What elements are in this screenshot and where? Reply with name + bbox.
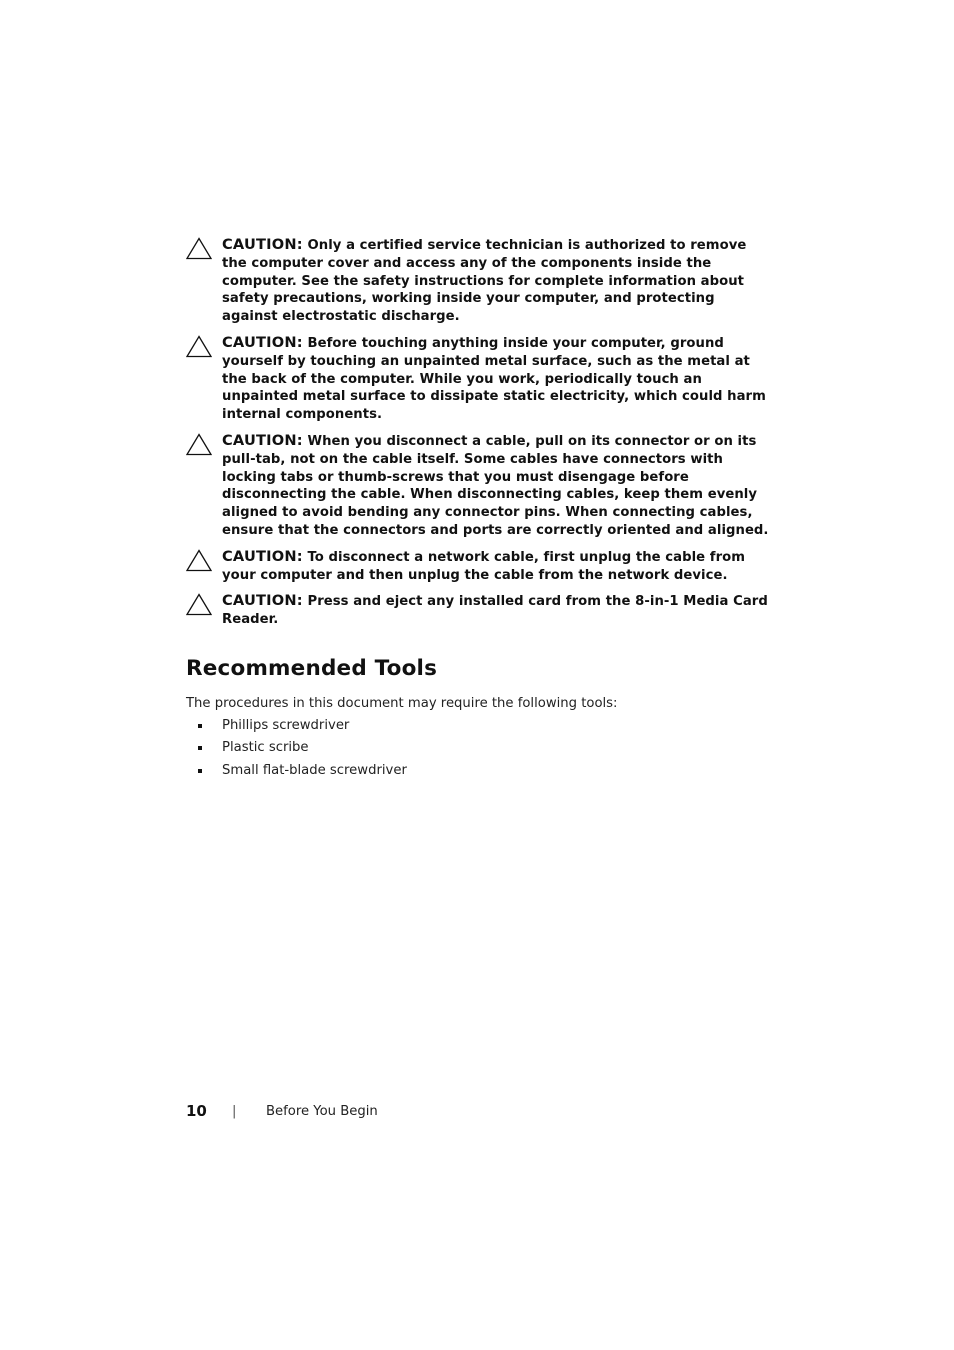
chapter-title: Before You Begin — [266, 1103, 378, 1119]
list-item — [186, 717, 770, 735]
caution-label: CAUTION: — [222, 547, 303, 565]
caution-label: CAUTION: — [222, 431, 303, 449]
tools-list — [186, 717, 770, 780]
page-number: 10 — [186, 1102, 207, 1120]
caution-text: Press and eject any installed card from the 8-in-1 Media Card Reader. — [222, 594, 768, 628]
caution-triangle-icon — [186, 593, 212, 616]
bullet-icon — [198, 769, 202, 773]
tool-name: Small flat-blade screwdriver — [222, 762, 407, 778]
caution-text: When you disconnect a cable, pull on its connector or on its pull-tab, not on the cable itself. Some cables have connectors with locking tabs or thumb-screws that you must disengage before disconnecting the cable. When disconnecting cables, keep them evenly aligned to avoid bending any connector pins. When connecting cables, ensure that the connectors and ports are correctly oriented and aligned. — [222, 433, 769, 538]
caution-label: CAUTION: — [222, 236, 303, 253]
caution-note — [186, 432, 770, 540]
caution-text: Only a certified service technician is authorized to remove the computer cover and access any of the components inside the computer. See the safety instructions for complete information about safety precautions, working inside your computer, and protecting against electrostatic discharge. — [222, 238, 747, 325]
caution-triangle-icon — [186, 237, 212, 260]
caution-triangle-icon — [186, 549, 212, 572]
caution-text: Before touching anything inside your computer, ground yourself by touching an unpainted metal surface, such as the metal at the back of the computer. While you work, periodically touch an unpainted metal surface to dissipate static electricity, which could harm internal components. — [222, 335, 766, 423]
caution-label: CAUTION: — [222, 333, 303, 351]
footer-separator: | — [232, 1103, 237, 1119]
caution-triangle-icon — [186, 335, 212, 358]
tool-name: Plastic scribe — [222, 740, 309, 756]
caution-note — [186, 548, 770, 585]
bullet-icon — [198, 746, 202, 750]
section-heading: Recommended Tools — [186, 655, 438, 681]
caution-text: To disconnect a network cable, first unplug the cable from your computer and then unplug the cable from the network device. — [222, 549, 746, 583]
bullet-icon — [198, 724, 202, 728]
page-content — [186, 236, 770, 784]
tool-name: Phillips screwdriver — [222, 717, 350, 733]
caution-triangle-icon — [186, 433, 212, 456]
caution-note — [186, 334, 770, 424]
list-item — [186, 739, 770, 757]
section-intro: The procedures in this document may require the following tools: — [186, 695, 618, 711]
page-footer — [186, 1100, 378, 1122]
list-item — [186, 762, 770, 780]
caution-note — [186, 236, 770, 326]
caution-label: CAUTION: — [222, 592, 303, 610]
caution-note — [186, 592, 770, 629]
